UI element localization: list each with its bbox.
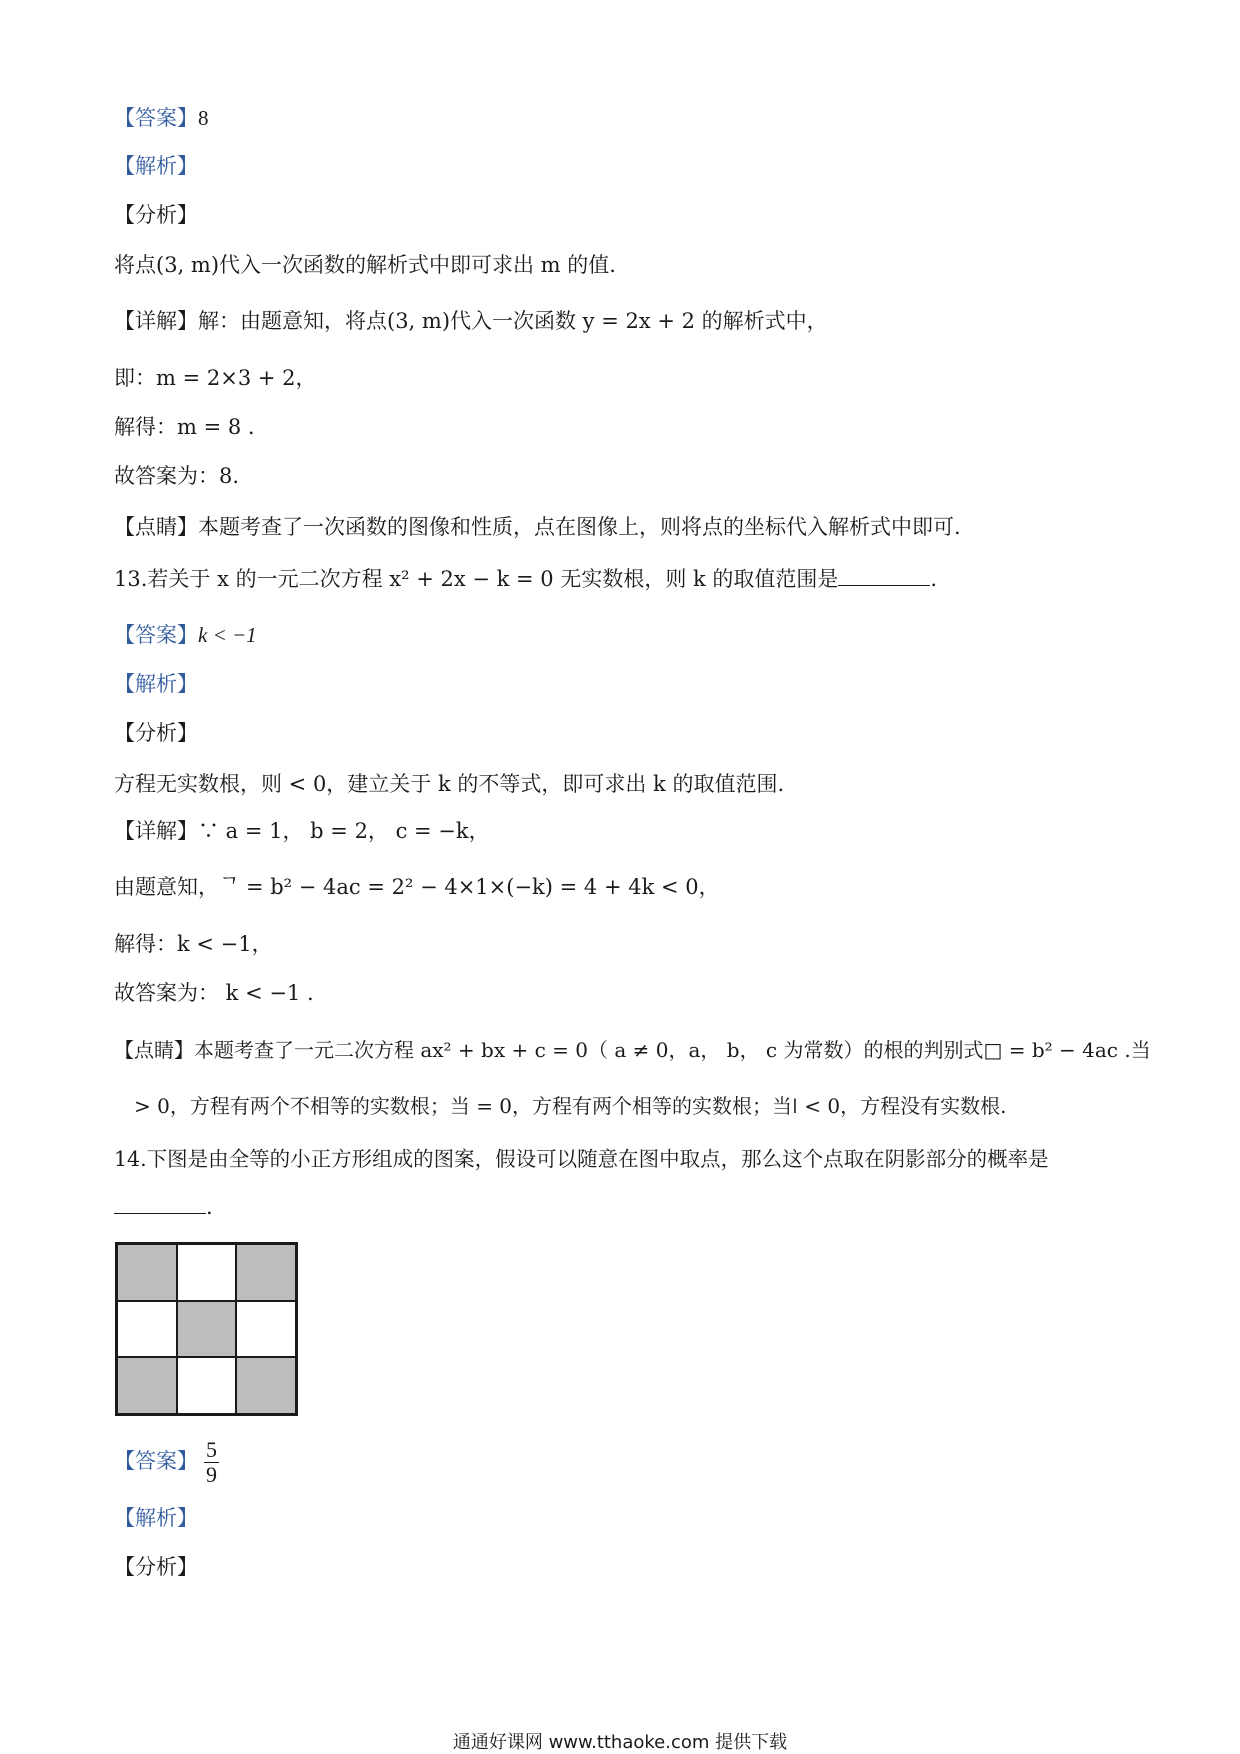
q13-question (114, 565, 937, 593)
q13-fenxi-tag: 【分析】 (114, 721, 198, 745)
q13-analysis-tag: 【解析】 (114, 672, 198, 696)
fraction-denominator: 9 (206, 1462, 217, 1487)
white-square (236, 1301, 296, 1358)
answer-value: k < −1 (198, 623, 257, 647)
q13-question-suffix: . (930, 567, 938, 591)
dianjing-tag: 【点睛】 (114, 515, 198, 539)
detail-text: 解：由题意知，将点(3, m)代入一次函数 y = 2x + 2 的解析式中， (198, 309, 828, 333)
q13-answer-line (114, 621, 257, 649)
q14-answer-line (114, 1436, 219, 1487)
q12-detail-line (114, 307, 828, 335)
q13-step3: 故答案为： k < −1 . (114, 981, 314, 1005)
dianjing-text: 本题考查了一次函数的图像和性质，点在图像上，则将点的坐标代入解析式中即可. (198, 515, 961, 539)
q13-detail-line (114, 817, 490, 845)
q12-step1: 即：m = 2×3 + 2， (114, 366, 317, 390)
q13-dianjing-text2: > 0，方程有两个不相等的实数根；当 = 0，方程有两个相等的实数根；当ǀ < 0，方程没有实数根. (134, 1094, 1007, 1118)
q13-question-text: 13.若关于 x 的一元二次方程 x² + 2x − k = 0 无实数根，则 k 的取值范围是 (114, 567, 839, 591)
detail-tag: 【详解】 (114, 309, 198, 333)
white-square (117, 1301, 177, 1358)
shaded-square (236, 1357, 296, 1414)
q12-step2: 解得：m = 8 . (114, 415, 255, 439)
answer-tag: 【答案】 (114, 623, 198, 647)
shaded-square (117, 1357, 177, 1414)
q13-step2: 解得：k < −1， (114, 932, 273, 956)
page-footer: 通通好课网 www.tthaoke.com 提供下载 (452, 1732, 788, 1753)
q12-fenxi-tag: 【分析】 (114, 203, 198, 227)
q12-analysis-tag: 【解析】 (114, 154, 198, 178)
shaded-square (236, 1244, 296, 1301)
q14-analysis-tag: 【解析】 (114, 1506, 198, 1530)
white-square (177, 1244, 237, 1301)
answer-tag: 【答案】 (114, 1449, 198, 1473)
answer-fraction (204, 1438, 219, 1487)
q14-blank-line (114, 1193, 213, 1221)
dianjing-text: 本题考查了一元二次方程 ax² + bx + c = 0（ a ≠ 0，a， b， c 为常数）的根的判别式□ = b² − 4ac .当 (194, 1038, 1151, 1062)
shaded-square (117, 1244, 177, 1301)
answer-blank (114, 1193, 206, 1214)
q12-answer-line (114, 104, 209, 132)
white-square (177, 1357, 237, 1414)
detail-tag: 【详解】 (114, 819, 198, 843)
q14-question-suffix: . (206, 1195, 213, 1219)
answer-blank (838, 565, 930, 586)
q12-fenxi-text: 将点(3, m)代入一次函数的解析式中即可求出 m 的值. (114, 253, 616, 277)
detail-text: ∵ a = 1， b = 2， c = −k， (198, 819, 490, 843)
fraction-numerator: 5 (206, 1437, 217, 1462)
q12-step3: 故答案为：8. (114, 464, 240, 488)
q13-step1: 由题意知，ᄀ = b² − 4ac = 2² − 4×1×(−k) = 4 + 4k < 0， (114, 875, 720, 899)
answer-value: 8 (198, 106, 209, 130)
shaded-square (177, 1301, 237, 1358)
q14-question: 14.下图是由全等的小正方形组成的图案，假设可以随意在图中取点，那么这个点取在阴影部分的概率是 (114, 1147, 1049, 1171)
shaded-squares-grid (115, 1242, 298, 1416)
dianjing-tag: 【点睛】 (114, 1038, 194, 1062)
q13-fenxi-text: 方程无实数根，则 < 0，建立关于 k 的不等式，即可求出 k 的取值范围. (114, 772, 785, 796)
q13-dianjing-line (114, 1036, 1151, 1064)
q14-fenxi-tag: 【分析】 (114, 1555, 198, 1579)
answer-tag: 【答案】 (114, 106, 198, 130)
q12-dianjing-line (114, 513, 961, 541)
